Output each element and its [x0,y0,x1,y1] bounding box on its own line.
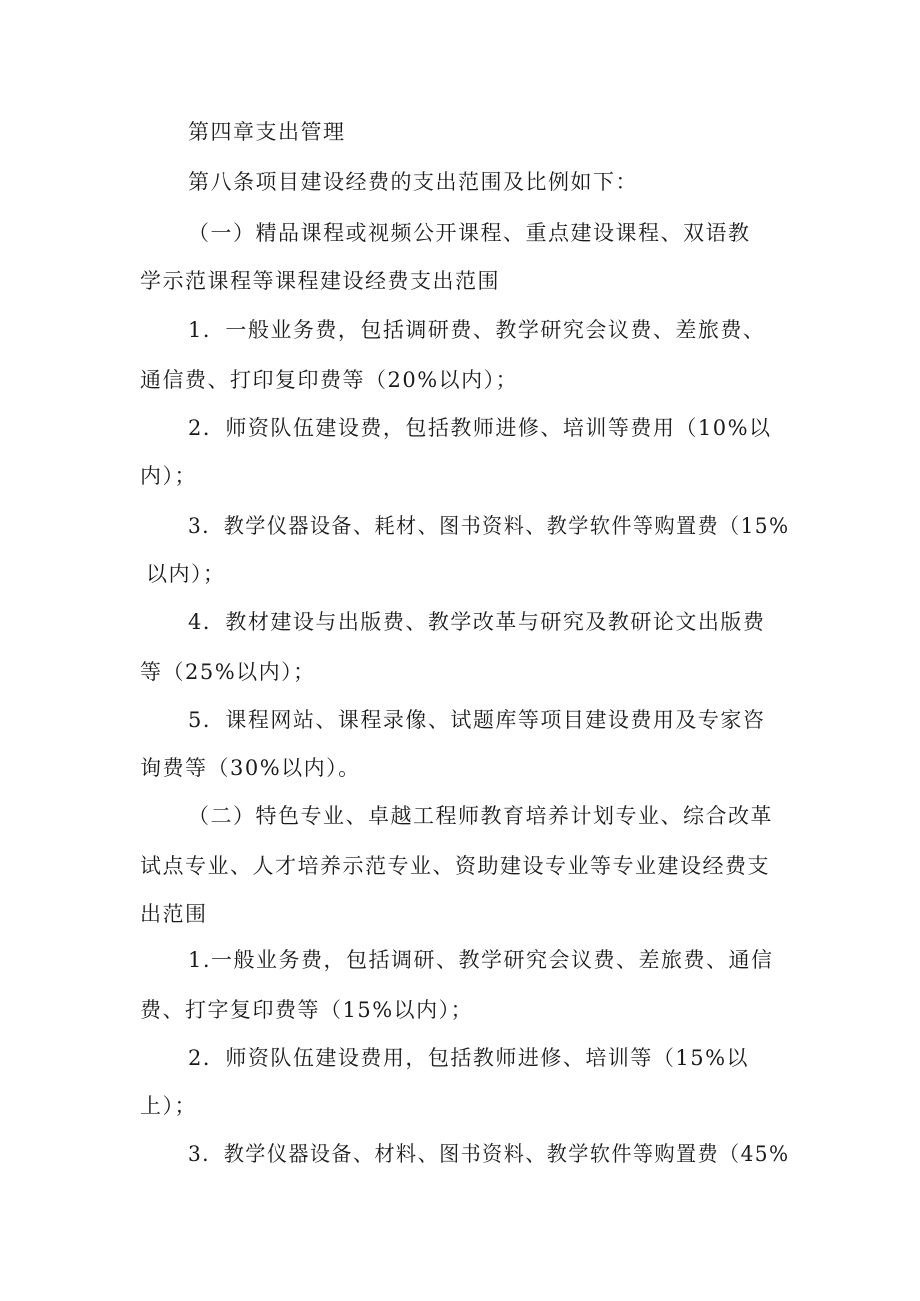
list-item-4: 4．教材建设与出版费、教学改革与研究及教研论文出版费 [188,610,766,634]
chapter-heading: 第四章支出管理 [188,120,346,144]
list-item-5-cont: 询费等（30%以内）。 [140,756,361,780]
list2-item-1-cont: 费、打字复印费等（15%以内）； [140,998,474,1022]
list-item-2: 2．师资队伍建设费，包括教师进修、培训等费用（10%以 [188,416,772,440]
list-item-1-cont: 通信费、打印复印费等（20%以内）； [140,368,519,392]
list-item-5: 5．课程网站、课程录像、试题库等项目建设费用及专家咨 [188,708,766,732]
section-two-heading: （二）特色专业、卓越工程师教育培养计划专业、综合改革 [188,804,773,828]
list-item-3-cont: 以内）； [146,562,226,586]
list2-item-2: 2．师资队伍建设费用，包括教师进修、培训等（15%以 [188,1046,750,1070]
section-one-heading-cont: 学示范课程等课程建设经费支出范围 [140,269,500,293]
list2-item-2-cont: 上）； [140,1094,197,1118]
section-one-heading: （一）精品课程或视频公开课程、重点建设课程、双语教 [188,221,751,245]
list-item-2-cont: 内）； [140,464,197,488]
list-item-1: 1．一般业务费，包括调研费、教学研究会议费、差旅费、 [188,318,766,342]
list2-item-1: 1.一般业务费，包括调研、教学研究会议费、差旅费、通信 [188,948,774,972]
section-two-heading-cont: 试点专业、人才培养示范专业、资助建设专业等专业建设经费支 [140,854,770,878]
section-two-heading-cont-2: 出范围 [140,902,208,926]
article-heading: 第八条项目建设经费的支出范围及比例如下： [188,170,638,194]
list2-item-3: 3．教学仪器设备、材料、图书资料、教学软件等购置费（45% [188,1142,790,1166]
list-item-3: 3．教学仪器设备、耗材、图书资料、教学软件等购置费（15% [188,514,790,538]
list-item-4-cont: 等（25%以内）； [140,660,316,684]
